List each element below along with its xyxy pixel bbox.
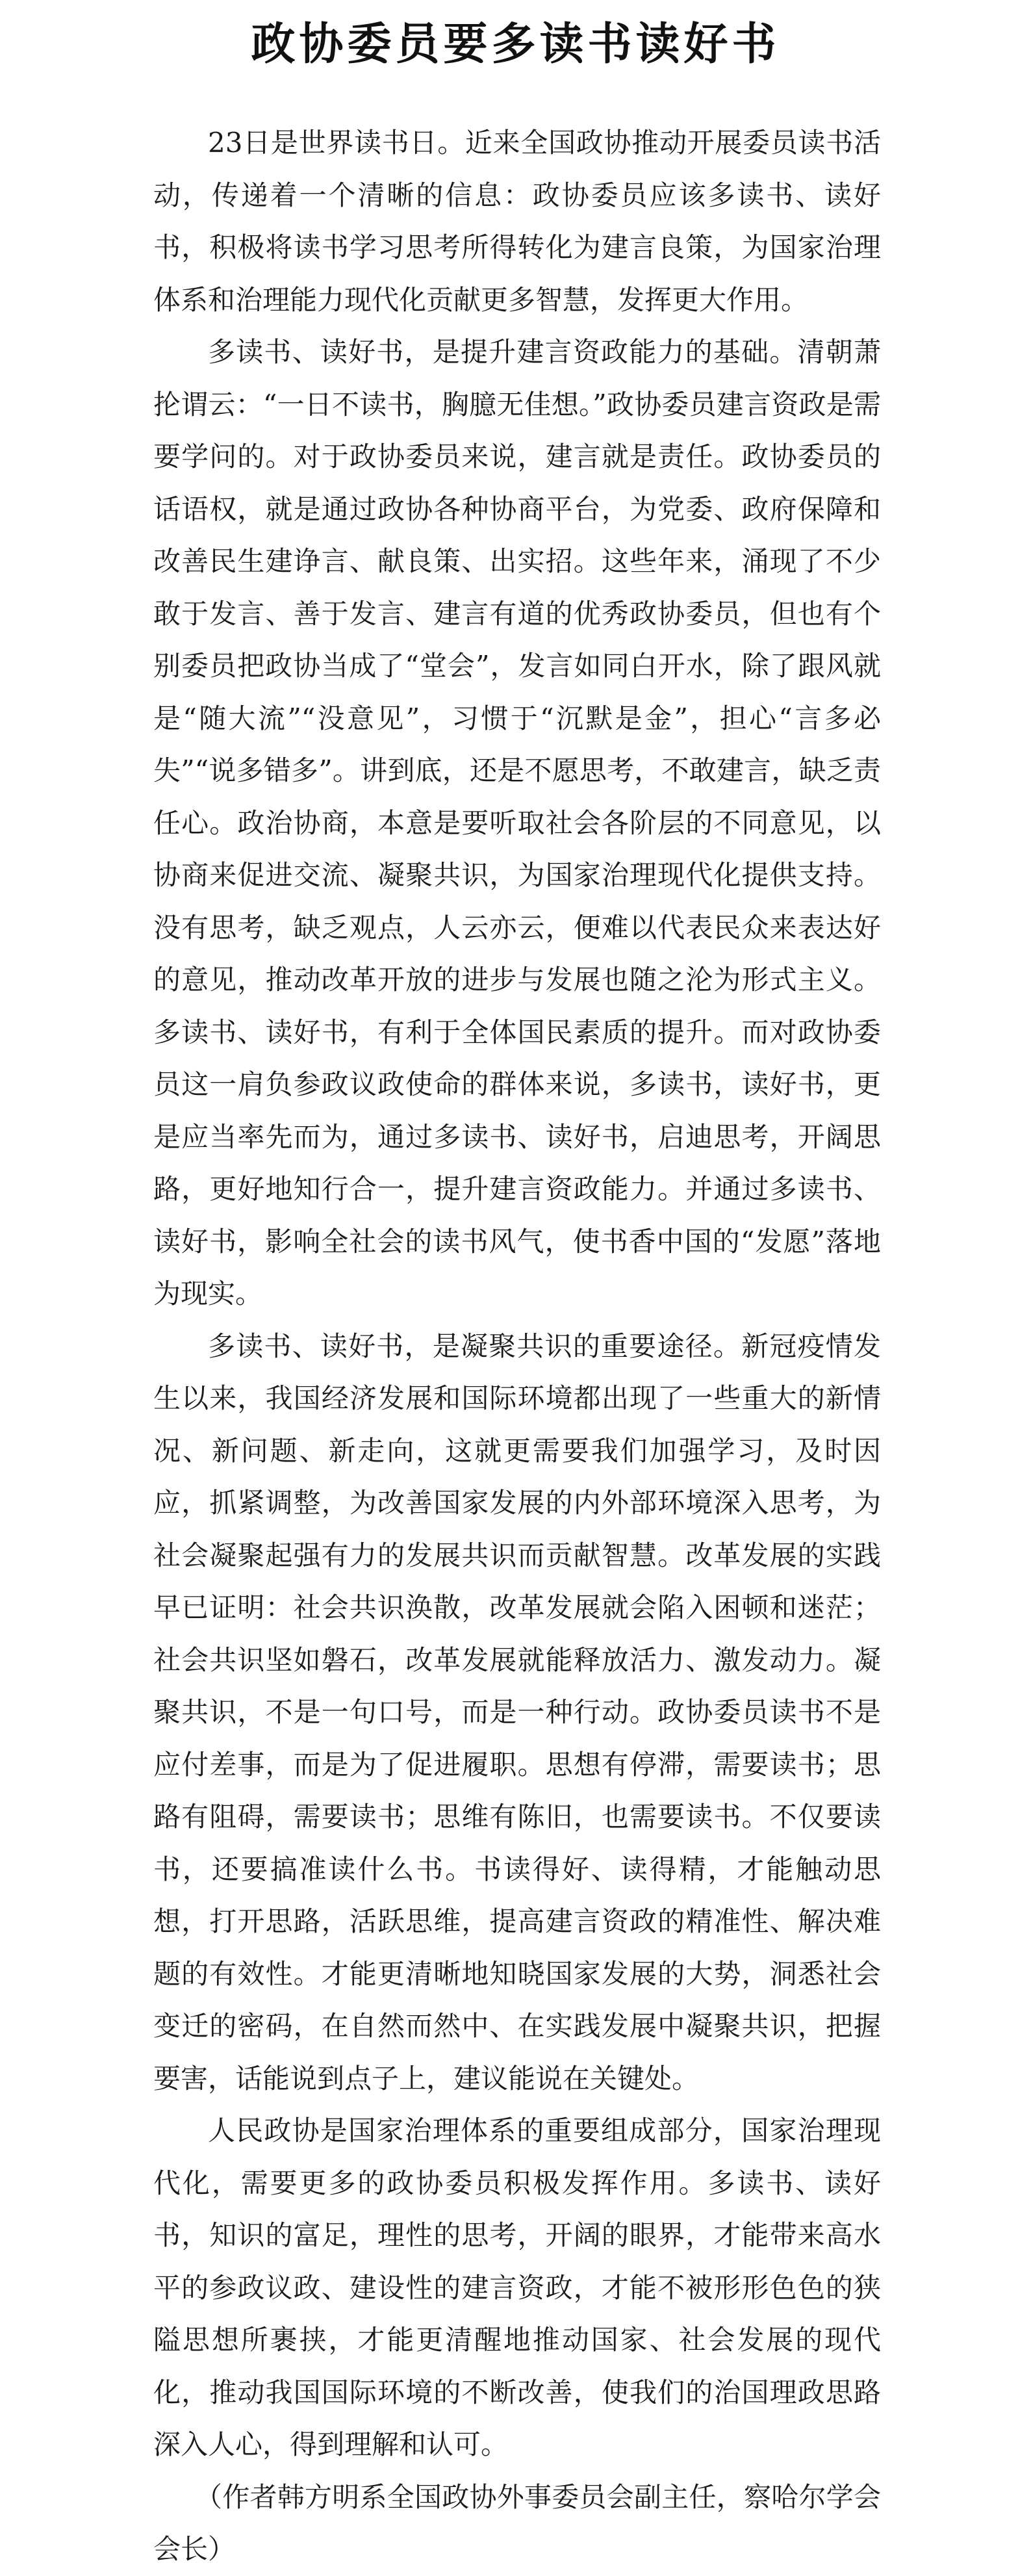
article-body [153, 117, 881, 2576]
author-note: （作者韩方明系全国政协外事委员会副主任，察哈尔学会会长） [153, 2480, 881, 2565]
article-title: 政协委员要多读书读好书 [251, 18, 780, 70]
paragraph-3: 多读书、读好书，是凝聚共识的重要途径。新冠疫情发生以来，我国经济发展和国际环境都出现了一些重大的新情况、新问题、新走向，这就更需要我们加强学习，及时因应，抓紧调整，为改善国家发展的内外部环境深入思考，为社会凝聚起强有力的发展共识而贡献智慧。改革发展的实践早已证明：社会共识涣散，改革发展就会陷入困顿和迷茫；社会共识坚如磐石，改革发展就能释放活力、激发动力。凝聚共识，不是一句口号，而是一种行动。政协委员读书不是应付差事，而是为了促进履职。思想有停滞，需要读书；思路有阻碍，需要读书；思维有陈旧，也需要读书。不仅要读书，还要搞准读什么书。书读得好、读得精，才能触动思想，打开思路，活跃思维，提高建言资政的精准性、解决难题的有效性。才能更清晰地知晓国家发展的大势，洞悉社会变迁的密码，在自然而然中、在实践发展中凝聚共识，把握要害，话能说到点子上，建议能说在关键处。 [153, 1330, 881, 2094]
paragraph-1: 23日是世界读书日。近来全国政协推动开展委员读书活动，传递着一个清晰的信息：政协委员应该多读书、读好书，积极将读书学习思考所得转化为建言良策，为国家治理体系和治理能力现代化贡献更多智慧，发挥更大作用。 [153, 127, 881, 316]
paragraph-4: 人民政协是国家治理体系的重要组成部分，国家治理现代化，需要更多的政协委员积极发挥作用。多读书、读好书，知识的富足，理性的思考，开阔的眼界，才能带来高水平的参政议政、建设性的建言资政，才能不被形形色色的狭隘思想所裹挟，才能更清醒地推动国家、社会发展的现代化，推动我国国际环境的不断改善，使我们的治国理政思路深入人心，得到理解和认可。 [153, 2115, 881, 2460]
paragraph-2: 多读书、读好书，是提升建言资政能力的基础。清朝萧抡谓云：“一日不读书，胸臆无佳想。”政协委员建言资政是需要学问的。对于政协委员来说，建言就是责任。政协委员的话语权，就是通过政协各种协商平台，为党委、政府保障和改善民生建诤言、献良策、出实招。这些年来，涌现了不少敢于发言、善于发言、建言有道的优秀政协委员，但也有个别委员把政协当成了“堂会”，发言如同白开水，除了跟风就是“随大流”“没意见”，习惯于“沉默是金”，担心“言多必失”“说多错多”。讲到底，还是不愿思考，不敢建言，缺乏责任心。政治协商，本意是要听取社会各阶层的不同意见，以协商来促进交流、凝聚共识，为国家治理现代化提供支持。没有思考，缺乏观点，人云亦云，便难以代表民众来表达好的意见，推动改革开放的进步与发展也随之沦为形式主义。多读书、读好书，有利于全体国民素质的提升。而对政协委员这一肩负参政议政使命的群体来说，多读书，读好书，更是应当率先而为，通过多读书、读好书，启迪思考，开阔思路，更好地知行合一，提升建言资政能力。并通过多读书、读好书，影响全社会的读书风气，使书香中国的“发愿”落地为现实。 [153, 336, 881, 1309]
